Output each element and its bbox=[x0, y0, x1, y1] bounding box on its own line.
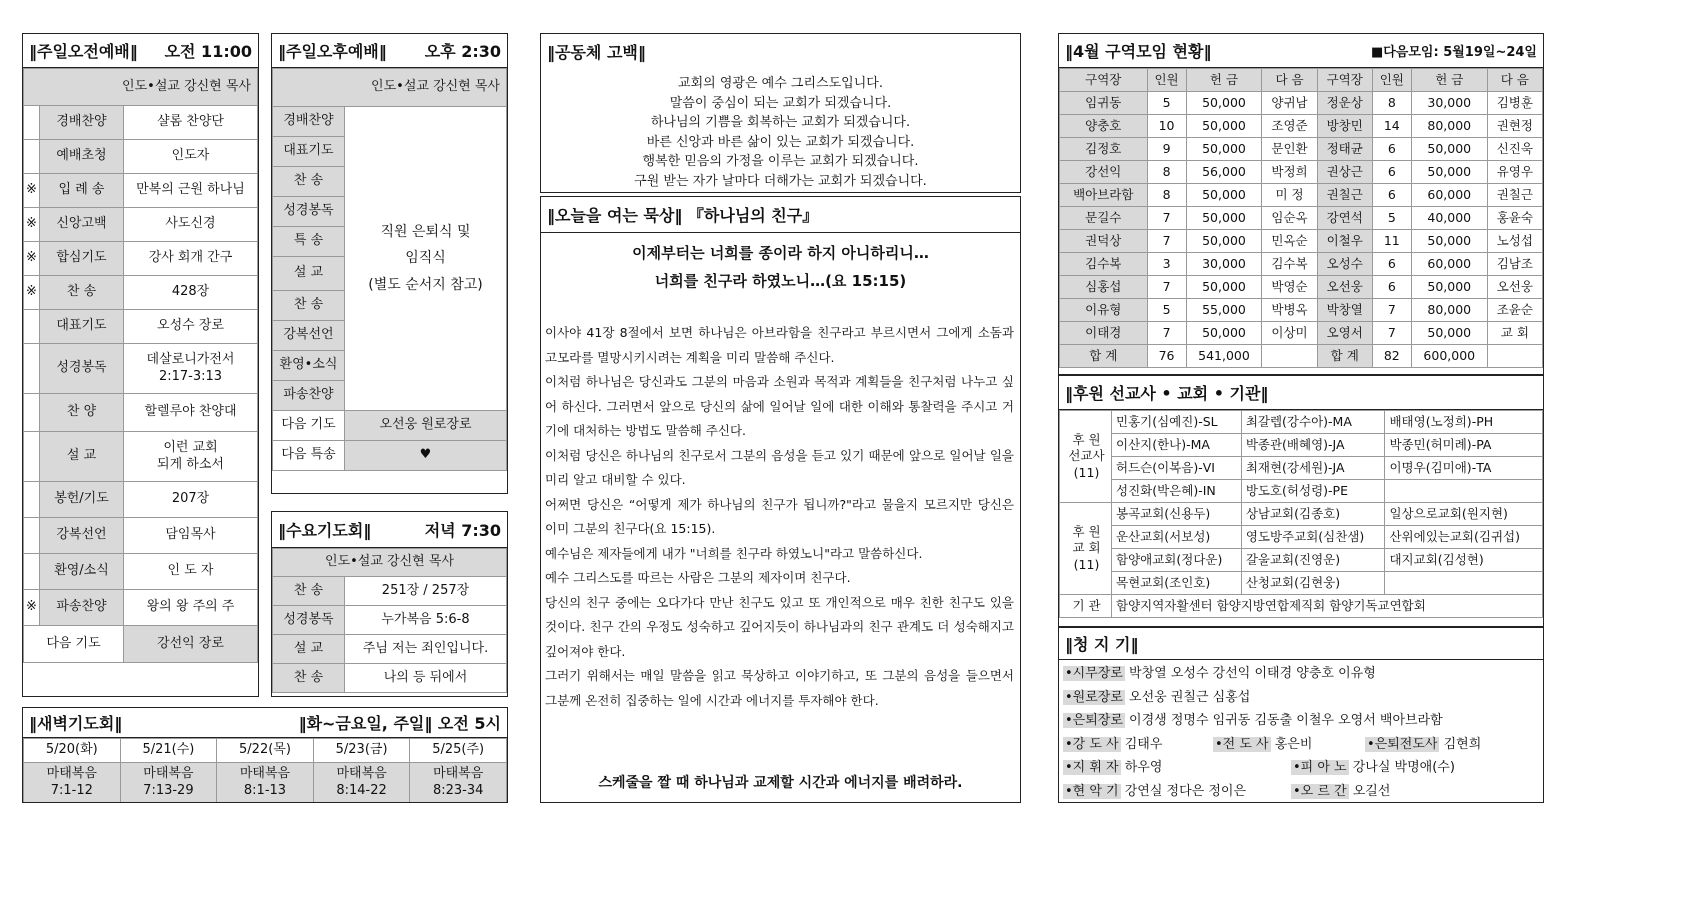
missionary: 박종민(허미례)-PA bbox=[1385, 434, 1543, 457]
order-label: 성경봉독 bbox=[273, 606, 345, 635]
table-cell: 5 bbox=[1147, 299, 1186, 322]
table-cell: 김수복 bbox=[1060, 253, 1148, 276]
table-cell: 7 bbox=[1147, 276, 1186, 299]
wednesday-service-section bbox=[271, 511, 508, 697]
table-cell: 정태균 bbox=[1317, 138, 1372, 161]
order-value: 샬롬 찬양단 bbox=[124, 106, 258, 140]
table-cell: 권상근 bbox=[1317, 161, 1372, 184]
afternoon-service-title: ‖주일오후예배‖ bbox=[278, 42, 387, 61]
missionary: 이명우(김미애)-TA bbox=[1385, 457, 1543, 480]
table-cell: 오선웅 bbox=[1317, 276, 1372, 299]
table-cell: 권현정 bbox=[1487, 115, 1542, 138]
table-row bbox=[1060, 253, 1543, 276]
table-cell: 백아브라함 bbox=[1060, 184, 1148, 207]
table-cell: 강연석 bbox=[1317, 207, 1372, 230]
order-label: 봉헌/기도 bbox=[40, 482, 124, 518]
church: 운산교회(서보성) bbox=[1112, 526, 1242, 549]
order-label: 경배찬양 bbox=[40, 106, 124, 140]
district-title: ‖4월 구역모임 현황‖ bbox=[1065, 42, 1212, 61]
table-cell: 이유형 bbox=[1060, 299, 1148, 322]
dawn-reading: 마태복음 7:1-12 bbox=[24, 763, 121, 803]
church: 산위에있는교회(김귀섭) bbox=[1385, 526, 1543, 549]
order-label: 환영/소식 bbox=[40, 554, 124, 590]
table-cell: 임귀동 bbox=[1060, 92, 1148, 115]
church: 영도방주교회(심찬샘) bbox=[1241, 526, 1385, 549]
dawn-prayer-header bbox=[23, 708, 507, 738]
total-cell: 82 bbox=[1372, 345, 1411, 368]
dawn-date: 5/22(목) bbox=[217, 739, 314, 763]
order-label: 합심기도 bbox=[40, 242, 124, 276]
org-list: 함양지역자활센터 함양지방연합제직회 함양기독교연합회 bbox=[1112, 595, 1543, 618]
next-prayer-value: 오선웅 원로장로 bbox=[345, 411, 507, 441]
table-cell: 8 bbox=[1147, 161, 1186, 184]
order-value: 인 도 자 bbox=[124, 554, 258, 590]
table-cell: 9 bbox=[1147, 138, 1186, 161]
table-cell: 7 bbox=[1372, 322, 1411, 345]
total-cell: 600,000 bbox=[1411, 345, 1487, 368]
elders-row: •시무장로 박창열 오성수 강선익 이태경 양충호 이유형 bbox=[1065, 666, 1376, 681]
table-cell: 7 bbox=[1372, 299, 1411, 322]
afternoon-service-time: 오후 2:30 bbox=[424, 42, 501, 61]
table-cell: 7 bbox=[1147, 207, 1186, 230]
elders-row: •강 도 사 김태우 •전 도 사 홍은비 •은퇴전도사 김현희 bbox=[1065, 736, 1482, 752]
order-label: 찬 양 bbox=[40, 394, 124, 432]
morning-service-title: ‖주일오전예배‖ bbox=[29, 42, 138, 61]
total-cell: 합 계 bbox=[1317, 345, 1372, 368]
table-row bbox=[1060, 92, 1543, 115]
table-cell: 55,000 bbox=[1186, 299, 1262, 322]
table-cell: 권칠근 bbox=[1487, 184, 1542, 207]
order-value: 주님 저는 죄인입니다. bbox=[345, 635, 507, 664]
table-cell: 30,000 bbox=[1411, 92, 1487, 115]
table-cell: 문인환 bbox=[1262, 138, 1317, 161]
missionary: 최재현(강세원)-JA bbox=[1241, 457, 1385, 480]
wednesday-service-header bbox=[272, 512, 507, 548]
dawn-reading: 마태복음 8:23-34 bbox=[410, 763, 507, 803]
elders-title: ‖청 지 기‖ bbox=[1065, 635, 1139, 654]
missionary: 성진화(박은혜)-IN bbox=[1112, 480, 1242, 503]
table-cell: 오성수 bbox=[1317, 253, 1372, 276]
afternoon-service-section bbox=[271, 33, 508, 494]
meditation-closing: 스케줄을 짤 때 하나님과 교제할 시간과 에너지를 배려하라. bbox=[598, 775, 963, 791]
district-header bbox=[1059, 34, 1543, 68]
church bbox=[1385, 572, 1543, 595]
order-value: 인도자 bbox=[124, 140, 258, 174]
church-label: 후 원 교 회 (11) bbox=[1060, 503, 1112, 595]
order-label: 강복선언 bbox=[273, 321, 345, 351]
next-prayer-label: 다음 기도 bbox=[273, 411, 345, 441]
missions-table bbox=[1059, 410, 1543, 618]
elders-list bbox=[1059, 660, 1543, 803]
district-section bbox=[1058, 33, 1544, 375]
dawn-reading: 마태복음 8:14-22 bbox=[313, 763, 410, 803]
table-row bbox=[1060, 161, 1543, 184]
district-next-meeting: ■다음모임: 5월19일~24일 bbox=[1370, 45, 1537, 60]
table-cell: 50,000 bbox=[1411, 276, 1487, 299]
order-value: 오성수 장로 bbox=[124, 310, 258, 344]
meditation-body: 이사야 41장 8절에서 보면 하나님은 아브라함을 친구라고 부르시면서 그에게 소돔과 고모라를 멸망시키시려는 계획을 미리 말씀해 주신다. 이처럼 하나님은 당신과도 그분의 마음과 소원과 목적과 계획들을 친구처럼 나누고 싶어 하신다. 그러면서 앞으로 당신의 삶에 일어날 일에 대한 이해와 통찰력을 주시고 거기에 대처하는 방법도 말씀해 주신다. 이처럼 당신은 하나님의 친구로서 그분의 음성을 듣고 있기 때문에 앞으로 일어날 일을 미리 알고 대비할 수 있다. 어쩌면 당신은 “어떻게 제가 하나님의 친구가 됩니까?"라고 물을지 모르지만 당신은 이미 그분의 친구다(요 15:15). 예수님은 제자들에게 내가 "너희를 친구라 하였노니"라고 말씀하신다. 예수 그리스도를 따르는 사람은 그분의 제자이며 친구다. 당신의 친구 중에는 오다가다 만난 친구도 있고 또 개인적으로 매우 친한 친구도 있을 것이다. 친구 간의 우정도 성숙하고 깊어지듯이 하나님과의 친구 관계도 더 성숙해지고 깊어져야 한다. 그러기 위해서는 매일 말씀을 읽고 묵상하고 이야기하고, 또 그분의 음성을 들으면서 그분께 온전히 집중하는 일에 시간과 에너지를 투자해야 한다. bbox=[545, 325, 1014, 708]
table-cell: 양귀남 bbox=[1262, 92, 1317, 115]
table-cell: 신진욱 bbox=[1487, 138, 1542, 161]
table-row bbox=[1060, 299, 1543, 322]
table-cell: 50,000 bbox=[1411, 138, 1487, 161]
wednesday-service-table bbox=[272, 548, 507, 693]
confession-section bbox=[540, 33, 1021, 193]
column-header: 구역장 bbox=[1060, 69, 1148, 92]
missionary: 최갈렙(강수아)-MA bbox=[1241, 411, 1385, 434]
church: 함양애교회(정다운) bbox=[1112, 549, 1242, 572]
table-cell: 강선익 bbox=[1060, 161, 1148, 184]
elders-section bbox=[1058, 627, 1544, 803]
order-label: 경배찬양 bbox=[273, 107, 345, 137]
table-cell: 7 bbox=[1147, 322, 1186, 345]
table-cell: 오영서 bbox=[1317, 322, 1372, 345]
dawn-date: 5/23(금) bbox=[313, 739, 410, 763]
missionary: 이산지(한나)-MA bbox=[1112, 434, 1242, 457]
table-cell: 정운상 bbox=[1317, 92, 1372, 115]
table-cell: 8 bbox=[1147, 184, 1186, 207]
missionary: 방도호(허성령)-PE bbox=[1241, 480, 1385, 503]
order-label: 대표기도 bbox=[273, 137, 345, 167]
column-header: 다 음 bbox=[1262, 69, 1317, 92]
total-cell bbox=[1487, 345, 1542, 368]
table-cell: 박영순 bbox=[1262, 276, 1317, 299]
table-cell: 유영우 bbox=[1487, 161, 1542, 184]
table-cell: 80,000 bbox=[1411, 115, 1487, 138]
total-cell: 합 계 bbox=[1060, 345, 1148, 368]
table-cell: 11 bbox=[1372, 230, 1411, 253]
missionary-label: 후 원 선교사 (11) bbox=[1060, 411, 1112, 503]
wednesday-service-title: ‖수요기도회‖ bbox=[278, 521, 372, 540]
table-cell: 3 bbox=[1147, 253, 1186, 276]
column-header: 인원 bbox=[1372, 69, 1411, 92]
total-cell: 76 bbox=[1147, 345, 1186, 368]
table-cell: 미 정 bbox=[1262, 184, 1317, 207]
church: 목현교회(조인호) bbox=[1112, 572, 1242, 595]
table-cell: 교 회 bbox=[1487, 322, 1542, 345]
table-cell: 방창민 bbox=[1317, 115, 1372, 138]
table-cell: 6 bbox=[1372, 184, 1411, 207]
table-cell: 조윤순 bbox=[1487, 299, 1542, 322]
table-cell: 50,000 bbox=[1186, 184, 1262, 207]
table-cell: 문길수 bbox=[1060, 207, 1148, 230]
dawn-reading: 마태복음 8:1-13 bbox=[217, 763, 314, 803]
table-cell: 50,000 bbox=[1186, 230, 1262, 253]
order-label: 파송찬양 bbox=[273, 381, 345, 411]
meditation-verse: 이제부터는 너희를 종이라 하지 아니하리니… 너희를 친구라 하였노니…(요 15:15) bbox=[632, 244, 929, 290]
table-row bbox=[1060, 230, 1543, 253]
church: 봉곡교회(신용두) bbox=[1112, 503, 1242, 526]
order-value: 428장 bbox=[124, 276, 258, 310]
afternoon-merged-notice: 직원 은퇴식 및 임직식 (별도 순서지 참고) bbox=[345, 107, 507, 411]
church: 갈울교회(진영운) bbox=[1241, 549, 1385, 572]
order-value: 강사 회개 간구 bbox=[124, 242, 258, 276]
order-value: 사도신경 bbox=[124, 208, 258, 242]
table-cell: 홍윤숙 bbox=[1487, 207, 1542, 230]
table-row bbox=[1060, 207, 1543, 230]
table-cell: 6 bbox=[1372, 161, 1411, 184]
order-value: 251장 / 257장 bbox=[345, 577, 507, 606]
missionary bbox=[1385, 480, 1543, 503]
table-cell: 5 bbox=[1372, 207, 1411, 230]
meditation-header bbox=[541, 197, 1020, 233]
table-cell: 8 bbox=[1372, 92, 1411, 115]
order-value: 207장 bbox=[124, 482, 258, 518]
table-cell: 80,000 bbox=[1411, 299, 1487, 322]
confession-lines: 교회의 영광은 예수 그리스도입니다. 말씀이 중심이 되는 교회가 되겠습니다. 하나님의 기쁨을 회복하는 교회가 되겠습니다. 바른 신앙과 바른 삶이 있는 교회가 되겠습니다. 행복한 믿음의 가정을 이루는 교회가 되겠습니다. 구원 받는 자가 날마다 더해가는 교회가 되겠습니다. bbox=[634, 76, 927, 189]
missions-section bbox=[1058, 375, 1544, 627]
total-cell bbox=[1262, 345, 1317, 368]
missionary: 민홍기(심예진)-SL bbox=[1112, 411, 1242, 434]
next-prayer-label: 다음 기도 bbox=[24, 626, 124, 663]
table-cell: 박병옥 bbox=[1262, 299, 1317, 322]
order-label: 특 송 bbox=[273, 227, 345, 257]
order-value: 데살로니가전서 2:17-3:13 bbox=[124, 344, 258, 394]
table-row bbox=[1060, 184, 1543, 207]
table-cell: 50,000 bbox=[1186, 276, 1262, 299]
table-cell: 6 bbox=[1372, 253, 1411, 276]
afternoon-leader: 인도•설교 강신현 목사 bbox=[273, 69, 507, 107]
elders-row: •은퇴장로 이경생 정명수 임귀동 김동출 이철우 오영서 백아브라함 bbox=[1065, 713, 1443, 728]
table-cell: 40,000 bbox=[1411, 207, 1487, 230]
church: 일상으로교회(원지현) bbox=[1385, 503, 1543, 526]
church: 산청교회(김현웅) bbox=[1241, 572, 1385, 595]
table-cell: 박정희 bbox=[1262, 161, 1317, 184]
order-label: 성경봉독 bbox=[40, 344, 124, 394]
dawn-prayer-title: ‖새벽기도회‖ bbox=[29, 714, 123, 733]
morning-leader: 인도•설교 강신현 목사 bbox=[24, 69, 258, 106]
wednesday-leader: 인도•설교 강신현 목사 bbox=[273, 549, 507, 577]
dawn-date: 5/20(화) bbox=[24, 739, 121, 763]
order-label: 성경봉독 bbox=[273, 197, 345, 227]
dawn-prayer-section bbox=[22, 707, 508, 803]
order-value: 왕의 왕 주의 주 bbox=[124, 590, 258, 626]
order-label: 찬 송 bbox=[273, 167, 345, 197]
missions-header bbox=[1059, 376, 1543, 410]
elders-row: •원로장로 오선웅 권칠근 심홍섭 bbox=[1065, 689, 1251, 705]
org-label: 기 관 bbox=[1060, 595, 1112, 618]
table-cell: 조영준 bbox=[1262, 115, 1317, 138]
column-header: 헌 금 bbox=[1186, 69, 1262, 92]
district-table bbox=[1059, 68, 1543, 368]
table-row bbox=[1060, 276, 1543, 299]
confession-header bbox=[541, 34, 1020, 68]
morning-service-header bbox=[23, 34, 258, 68]
table-row bbox=[1060, 115, 1543, 138]
wednesday-service-time: 저녁 7:30 bbox=[424, 521, 501, 540]
table-cell: 김병훈 bbox=[1487, 92, 1542, 115]
table-cell: 60,000 bbox=[1411, 253, 1487, 276]
order-value: 누가복음 5:6-8 bbox=[345, 606, 507, 635]
dawn-prayer-schedule: ‖화~금요일, 주일‖ 오전 5시 bbox=[298, 714, 501, 733]
table-cell: 50,000 bbox=[1411, 230, 1487, 253]
morning-service-time: 오전 11:00 bbox=[164, 42, 252, 61]
order-label: 환영•소식 bbox=[273, 351, 345, 381]
missionary: 배태영(노정희)-PH bbox=[1385, 411, 1543, 434]
table-cell: 권칠근 bbox=[1317, 184, 1372, 207]
table-cell: 노성섭 bbox=[1487, 230, 1542, 253]
table-cell: 김수복 bbox=[1262, 253, 1317, 276]
order-label: 설 교 bbox=[273, 635, 345, 664]
dawn-prayer-table bbox=[23, 738, 507, 803]
table-cell: 50,000 bbox=[1186, 322, 1262, 345]
order-label: 찬 송 bbox=[273, 291, 345, 321]
table-cell: 10 bbox=[1147, 115, 1186, 138]
table-cell: 50,000 bbox=[1411, 161, 1487, 184]
meditation-title: ‖오늘을 여는 묵상‖ 『하나님의 친구』 bbox=[547, 206, 819, 225]
table-cell: 5 bbox=[1147, 92, 1186, 115]
table-cell: 이철우 bbox=[1317, 230, 1372, 253]
order-label: 대표기도 bbox=[40, 310, 124, 344]
order-label: 강복선언 bbox=[40, 518, 124, 554]
missionary: 박종관(배혜영)-JA bbox=[1241, 434, 1385, 457]
order-value: 나의 등 뒤에서 bbox=[345, 664, 507, 693]
morning-service-section bbox=[22, 33, 259, 697]
church: 대지교회(김성현) bbox=[1385, 549, 1543, 572]
column-header: 인원 bbox=[1147, 69, 1186, 92]
table-cell: 오선웅 bbox=[1487, 276, 1542, 299]
order-label: 예배초청 bbox=[40, 140, 124, 174]
afternoon-service-header bbox=[272, 34, 507, 68]
order-label: 찬 송 bbox=[40, 276, 124, 310]
table-cell: 김남조 bbox=[1487, 253, 1542, 276]
elders-row: •지 휘 자 하우영 •피 아 노 강나실 박명애(수) bbox=[1065, 760, 1455, 775]
table-cell: 권덕상 bbox=[1060, 230, 1148, 253]
table-cell: 50,000 bbox=[1186, 92, 1262, 115]
next-special-label: 다음 특송 bbox=[273, 441, 345, 471]
next-prayer-value: 강선익 장로 bbox=[124, 626, 258, 663]
meditation-section bbox=[540, 196, 1021, 803]
order-label: 찬 송 bbox=[273, 577, 345, 606]
table-cell: 박창열 bbox=[1317, 299, 1372, 322]
table-cell: 임순옥 bbox=[1262, 207, 1317, 230]
dawn-date: 5/25(주) bbox=[410, 739, 507, 763]
table-cell: 심홍섭 bbox=[1060, 276, 1148, 299]
table-cell: 30,000 bbox=[1186, 253, 1262, 276]
table-cell: 50,000 bbox=[1411, 322, 1487, 345]
table-cell: 14 bbox=[1372, 115, 1411, 138]
table-cell: 이상미 bbox=[1262, 322, 1317, 345]
table-cell: 양충호 bbox=[1060, 115, 1148, 138]
table-cell: 이태경 bbox=[1060, 322, 1148, 345]
order-label: 찬 송 bbox=[273, 664, 345, 693]
order-label: 설 교 bbox=[40, 432, 124, 482]
column-header: 헌 금 bbox=[1411, 69, 1487, 92]
missionary: 허드슨(이복음)-VI bbox=[1112, 457, 1242, 480]
table-cell: 50,000 bbox=[1186, 138, 1262, 161]
order-value: 만복의 근원 하나님 bbox=[124, 174, 258, 208]
table-row bbox=[1060, 138, 1543, 161]
order-value: 할렐루야 찬양대 bbox=[124, 394, 258, 432]
table-cell: 56,000 bbox=[1186, 161, 1262, 184]
elders-row: •현 악 기 강연실 정다은 정이은 •오 르 간 오길선 bbox=[1065, 783, 1391, 799]
dawn-reading: 마태복음 7:13-29 bbox=[120, 763, 217, 803]
table-cell: 60,000 bbox=[1411, 184, 1487, 207]
column-header: 구역장 bbox=[1317, 69, 1372, 92]
confession-title: ‖공동체 고백‖ bbox=[547, 42, 646, 62]
dawn-date: 5/21(수) bbox=[120, 739, 217, 763]
order-label: 신앙고백 bbox=[40, 208, 124, 242]
missions-title: ‖후원 선교사 • 교회 • 기관‖ bbox=[1065, 384, 1269, 403]
table-cell: 50,000 bbox=[1186, 115, 1262, 138]
heart-icon: ♥ bbox=[345, 441, 507, 471]
table-cell: 6 bbox=[1372, 138, 1411, 161]
table-cell: 7 bbox=[1147, 230, 1186, 253]
total-cell: 541,000 bbox=[1186, 345, 1262, 368]
afternoon-service-table bbox=[272, 68, 507, 471]
morning-service-table: 인도•설교 강신현 목사 경배찬양 샬롬 찬양단 예배초청 인도자 ※ 입 례 송 만복의 근원 하나님 ※ 신앙고백 사도신경 ※ 합심기도 강사 회개 간구 ※ 찬 송 428장 대표기도 오성수 장로 성경봉독 데살로니가전서 2:17-3:13 찬 양 할렐루야 찬양대 설 교 이런 교회 되게 하소서 봉헌/기도 207장 강복선언 담임목사 환영/소식 인 도 자 ※ 파송찬양 왕의 왕 주의 주 다음 기도 강선익 장로 bbox=[23, 68, 258, 663]
order-label: 입 례 송 bbox=[40, 174, 124, 208]
table-cell: 민옥순 bbox=[1262, 230, 1317, 253]
order-value: 이런 교회 되게 하소서 bbox=[124, 432, 258, 482]
order-value: 담임목사 bbox=[124, 518, 258, 554]
church: 상남교회(김종호) bbox=[1241, 503, 1385, 526]
column-header: 다 음 bbox=[1487, 69, 1542, 92]
elders-header bbox=[1059, 628, 1543, 660]
table-cell: 50,000 bbox=[1186, 207, 1262, 230]
table-cell: 6 bbox=[1372, 276, 1411, 299]
order-label: 파송찬양 bbox=[40, 590, 124, 626]
table-cell: 김정호 bbox=[1060, 138, 1148, 161]
order-label: 설 교 bbox=[273, 257, 345, 291]
table-row bbox=[1060, 322, 1543, 345]
